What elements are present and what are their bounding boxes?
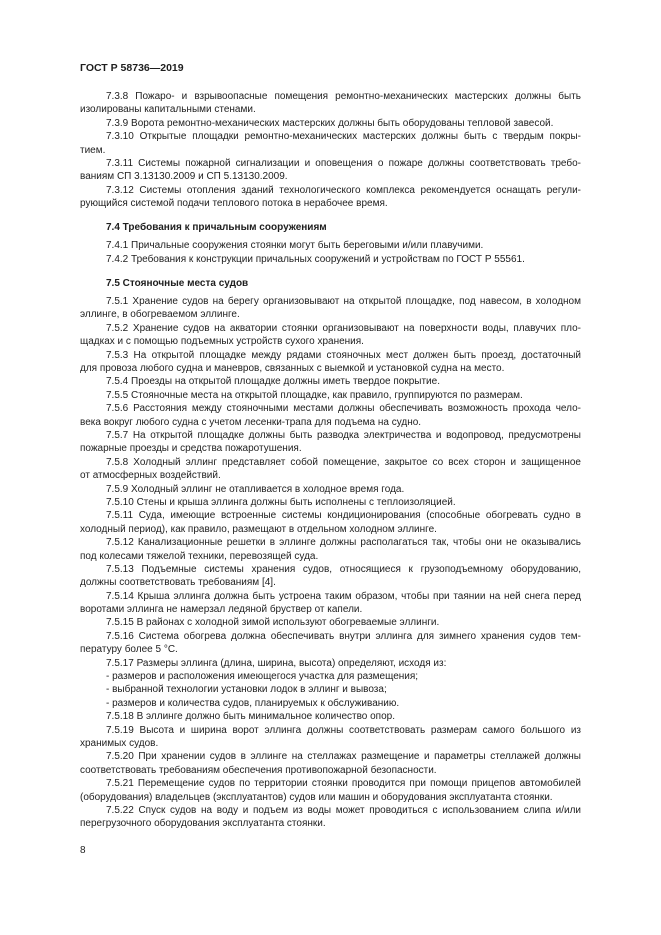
paragraph-line: века вокруг любого судна с учетом лесенки-трапа для подъема на судно. <box>80 416 422 428</box>
paragraph-line: перегрузочного оборудования эксплуатанта стоянки. <box>80 818 326 830</box>
paragraph-line: пературу более 5 °С. <box>80 644 178 656</box>
paragraph-line: 7.3.12 Системы отопления зданий технологического комплекса рекомендуется оснащать регули- <box>106 184 581 196</box>
section <box>80 277 581 831</box>
paragraph-line: 7.5.14 Крыша эллинга должна быть устроена таким образом, чтобы при таянии на ней снега перед <box>106 590 581 602</box>
paragraph <box>80 590 581 617</box>
page-number: 8 <box>80 845 86 856</box>
paragraph-line: 7.5.6 Расстояния между стояночными местами должны обеспечивать возможность прохода чело- <box>106 403 581 415</box>
paragraph-line: пожарные проезды и средства пожаротушения. <box>80 443 302 455</box>
paragraph <box>80 322 581 349</box>
paragraph-line: 7.3.8 Пожаро- и взрывоопасные помещения ремонтно-механических мастерских должны быть <box>106 91 581 102</box>
paragraph <box>80 777 581 804</box>
paragraph-line: от атмосферных воздействий. <box>80 470 221 482</box>
paragraph-line: 7.5.9 Холодный эллинг не отапливается в холодное время года. <box>106 483 405 495</box>
paragraph-line: 7.5.12 Канализационные решетки в эллинге должны располагаться так, чтобы они не оказывались <box>106 537 581 549</box>
paragraph <box>80 483 581 496</box>
paragraph <box>80 117 581 130</box>
paragraph-line: 7.5.7 На открытой площадке должны быть разводка электричества и водопровод, предусмотрены <box>106 429 581 441</box>
paragraph-line: ваниям СП 3.13130.2009 и СП 5.13130.2009. <box>80 171 288 183</box>
paragraph-line: 7.5.11 Суда, имеющие встроенные системы кондиционирования (способные обогревать судно в <box>106 510 581 522</box>
paragraph-line: хранимых судов. <box>80 737 159 749</box>
paragraph-line: 7.5.4 Проезды на открытой площадке должны иметь твердое покрытие. <box>106 376 440 388</box>
paragraph-line: под колесами тяжелой техники, перевозящей суда. <box>80 550 319 562</box>
paragraph-line: 7.5.10 Стены и крыша эллинга должны быть исполнены с теплоизоляцией. <box>106 496 456 508</box>
paragraph-line: 7.5.5 Стояночные места на открытой площадке, как правило, группируются по размерам. <box>106 389 523 401</box>
paragraph-line: - выбранной технологии установки лодок в эллинг и вывоза; <box>106 684 387 696</box>
paragraph-line: 7.5.8 Холодный эллинг представляет собой помещение, закрытое со всех сторон и защищенное <box>106 456 581 468</box>
paragraph-line: - размеров и количества судов, планируемых к обслуживанию. <box>106 697 400 709</box>
paragraph <box>80 496 581 509</box>
document-header-title: ГОСТ Р 58736—2019 <box>80 62 184 74</box>
paragraph-line: тием. <box>80 144 106 156</box>
paragraph <box>80 389 581 402</box>
paragraph <box>80 509 581 536</box>
paragraph <box>80 616 581 629</box>
paragraph-line: соответствовать требованиям обеспечения противопожарной безопасности. <box>80 764 437 776</box>
paragraph <box>80 536 581 563</box>
document-body <box>80 90 581 831</box>
paragraph <box>80 697 581 710</box>
paragraph <box>80 184 581 211</box>
paragraph <box>80 724 581 751</box>
paragraph <box>80 429 581 456</box>
paragraph-line: 7.4.1 Причальные сооружения стоянки могут быть береговыми и/или плавучими. <box>106 240 484 252</box>
paragraph-line: 7.5.2 Хранение судов на акватории стоянки организовывают на поверхности воды, плавучих пло- <box>106 322 581 334</box>
paragraph <box>80 630 581 657</box>
section-heading: 7.5 Стояночные места судов <box>106 277 249 289</box>
paragraph-line: изолированы капитальными стенами. <box>80 104 256 116</box>
paragraph-line: 7.5.21 Перемещение судов по территории стоянки проводится при помощи прицепов автомобилей <box>106 778 581 790</box>
paragraph <box>80 130 581 157</box>
paragraph-line: - размеров и расположения имеющегося участка для размещения; <box>106 671 419 683</box>
paragraph-line: 7.3.10 Открытые площадки ремонтно-механических мастерских должны быть с твердым покры- <box>106 131 581 143</box>
paragraph-line: 7.5.15 В районах с холодной зимой используют обогреваемые эллинги. <box>106 617 440 629</box>
paragraph-line: 7.5.16 Система обогрева должна обеспечивать внутри эллинга для зимнего хранения судов тем- <box>106 630 581 642</box>
section <box>80 221 581 266</box>
paragraph <box>80 456 581 483</box>
paragraph-line: 7.5.22 Спуск судов на воду и подъем из воды может проводиться с использованием слипа и/или <box>106 804 581 816</box>
paragraph <box>80 657 581 670</box>
paragraph-line: холодный период), как правило, размещают в отдельном холодном эллинге. <box>80 523 437 535</box>
paragraph-line: 7.5.3 На открытой площадке между рядами стояночных мест должен быть проезд, достаточный <box>106 349 581 361</box>
paragraph-line: (оборудования) владельцев (эксплуатантов) судов или машин и оборудования эксплуатанта стоянки. <box>80 791 553 803</box>
paragraph-line: 7.5.19 Высота и ширина ворот эллинга должны соответствовать размерам самого большого из <box>106 724 581 736</box>
paragraph <box>80 239 581 252</box>
paragraph <box>80 90 581 117</box>
paragraph-line: 7.3.11 Системы пожарной сигнализации и оповещения о пожаре должны соответствовать требо- <box>106 157 581 169</box>
paragraph-line: воротами эллинга не намерзал ледяной бруствер от капели. <box>80 604 363 616</box>
paragraph <box>80 349 581 376</box>
paragraph <box>80 710 581 723</box>
paragraph <box>80 295 581 322</box>
paragraph-line: должны соответствовать требованиям [4]. <box>80 577 276 589</box>
section <box>80 90 581 211</box>
paragraph-line: для провоза любого судна и маневров, связанных с выемкой и установкой судна на место. <box>80 363 505 375</box>
paragraph-line: 7.5.1 Хранение судов на берегу организовывают на открытой площадке, под навесом, в холодном <box>106 296 581 308</box>
paragraph <box>80 670 581 683</box>
paragraph <box>80 563 581 590</box>
paragraph <box>80 402 581 429</box>
paragraph <box>80 683 581 696</box>
paragraph <box>80 375 581 388</box>
paragraph-line: 7.5.20 При хранении судов в эллинге на стеллажах размещение и параметры стеллажей должны <box>106 751 581 763</box>
paragraph-line: 7.5.18 В эллинге должно быть минимальное количество опор. <box>106 711 395 723</box>
paragraph-line: щадках и с помощью подъемных устройств сухого хранения. <box>80 336 364 348</box>
paragraph-line: 7.5.17 Размеры эллинга (длина, ширина, высота) определяют, исходя из: <box>106 657 447 669</box>
paragraph-line: 7.3.9 Ворота ремонтно-механических мастерских должны быть оборудованы тепловой завесой. <box>106 117 554 129</box>
section-heading: 7.4 Требования к причальным сооружениям <box>106 222 327 234</box>
paragraph-line: эллинге, в обогреваемом эллинге. <box>80 309 240 321</box>
paragraph <box>80 750 581 777</box>
paragraph <box>80 804 581 831</box>
paragraph <box>80 253 581 266</box>
paragraph-line: 7.5.13 Подъемные системы хранения судов, относящиеся к грузоподъемному оборудованию, <box>106 563 581 575</box>
paragraph-line: 7.4.2 Требования к конструкции причальных сооружений и устройствам по ГОСТ Р 55561. <box>106 253 525 265</box>
paragraph-line: рующийся системой подачи теплового потока в нерабочее время. <box>80 198 388 210</box>
paragraph <box>80 157 581 184</box>
